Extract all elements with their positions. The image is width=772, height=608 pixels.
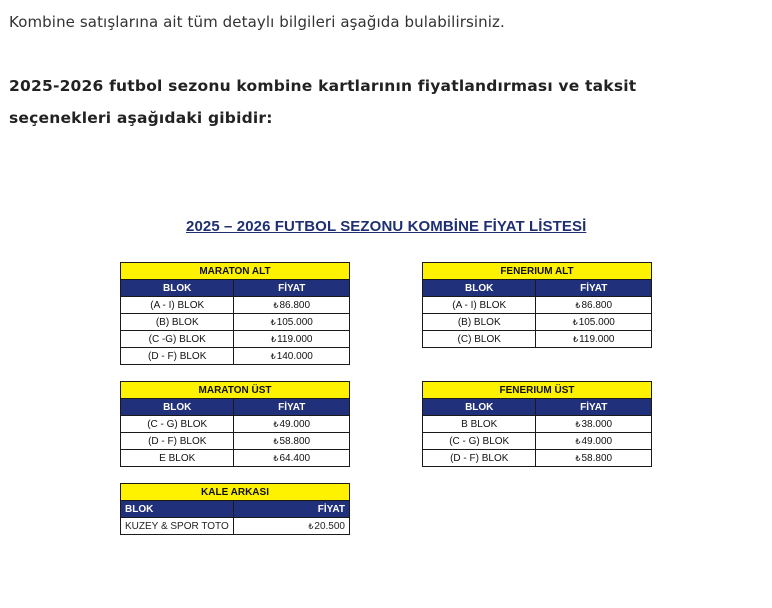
currency-symbol: ₺ — [270, 351, 276, 361]
table-section-title: MARATON ALT — [121, 263, 350, 280]
block-cell: (C - G) BLOK — [423, 433, 536, 450]
price-table-maraton-alt — [120, 262, 350, 365]
currency-symbol: ₺ — [575, 453, 581, 463]
price-cell: ₺140.000 — [234, 348, 350, 365]
price-cell: ₺105.000 — [234, 314, 350, 331]
column-header-block: BLOK — [121, 280, 234, 297]
column-header-block: BLOK — [121, 399, 234, 416]
block-cell: E BLOK — [121, 450, 234, 467]
currency-symbol: ₺ — [273, 453, 279, 463]
price-cell: ₺49.000 — [234, 416, 350, 433]
table-row — [423, 433, 652, 450]
block-cell: (C -G) BLOK — [121, 331, 234, 348]
column-header-price: FİYAT — [234, 280, 350, 297]
table-row — [121, 518, 350, 535]
table-row — [121, 297, 350, 314]
block-cell: (A - I) BLOK — [423, 297, 536, 314]
table-row — [423, 297, 652, 314]
price-cell: ₺86.800 — [234, 297, 350, 314]
block-cell: (D - F) BLOK — [121, 433, 234, 450]
currency-symbol: ₺ — [273, 436, 279, 446]
price-table-fenerium-alt — [422, 262, 652, 348]
price-cell: ₺119.000 — [234, 331, 350, 348]
column-header-price: FİYAT — [536, 399, 652, 416]
price-cell: ₺86.800 — [536, 297, 652, 314]
table-row — [423, 450, 652, 467]
column-header-block: BLOK — [423, 399, 536, 416]
table-row — [423, 314, 652, 331]
currency-symbol: ₺ — [575, 300, 581, 310]
price-cell: ₺58.800 — [234, 433, 350, 450]
table-row — [423, 416, 652, 433]
price-cell: ₺20.500 — [234, 518, 350, 535]
price-cell: ₺58.800 — [536, 450, 652, 467]
block-cell: KUZEY & SPOR TOTO — [121, 518, 234, 535]
currency-symbol: ₺ — [273, 300, 279, 310]
section-heading: 2025-2026 futbol sezonu kombine kartlarının fiyatlandırması ve taksit seçenekleri aşağıdaki gibidir: — [9, 77, 637, 127]
table-row — [423, 331, 652, 348]
currency-symbol: ₺ — [572, 317, 578, 327]
price-list-title: 2025 – 2026 FUTBOL SEZONU KOMBİNE FİYAT LİSTESİ — [186, 218, 587, 235]
currency-symbol: ₺ — [572, 334, 579, 344]
price-cell: ₺49.000 — [536, 433, 652, 450]
price-cell: ₺38.000 — [536, 416, 652, 433]
column-header-price: FİYAT — [234, 501, 350, 518]
column-header-price: FİYAT — [536, 280, 652, 297]
table-row — [121, 348, 350, 365]
table-section-title: FENERIUM ALT — [423, 263, 652, 280]
table-row — [121, 416, 350, 433]
price-table-maraton-ust — [120, 381, 350, 467]
price-table-fenerium-ust — [422, 381, 652, 467]
currency-symbol: ₺ — [273, 419, 279, 429]
table-row — [121, 314, 350, 331]
currency-symbol: ₺ — [308, 521, 314, 531]
column-header-block: BLOK — [121, 501, 234, 518]
table-section-title: MARATON ÜST — [121, 382, 350, 399]
price-cell: ₺64.400 — [234, 450, 350, 467]
column-header-block: BLOK — [423, 280, 536, 297]
table-section-title: KALE ARKASI — [121, 484, 350, 501]
block-cell: B BLOK — [423, 416, 536, 433]
block-cell: (B) BLOK — [423, 314, 536, 331]
intro-text: Kombine satışlarına ait tüm detaylı bilgileri aşağıda bulabilirsiniz. — [9, 13, 505, 31]
price-table-kale-arkasi — [120, 483, 350, 535]
table-row — [121, 433, 350, 450]
block-cell: (D - F) BLOK — [121, 348, 234, 365]
price-cell: ₺105.000 — [536, 314, 652, 331]
table-section-title: FENERIUM ÜST — [423, 382, 652, 399]
block-cell: (D - F) BLOK — [423, 450, 536, 467]
block-cell: (B) BLOK — [121, 314, 234, 331]
table-row — [121, 450, 350, 467]
block-cell: (A - I) BLOK — [121, 297, 234, 314]
currency-symbol: ₺ — [575, 419, 581, 429]
column-header-price: FİYAT — [234, 399, 350, 416]
table-row — [121, 331, 350, 348]
block-cell: (C) BLOK — [423, 331, 536, 348]
currency-symbol: ₺ — [270, 334, 277, 344]
currency-symbol: ₺ — [575, 436, 581, 446]
block-cell: (C - G) BLOK — [121, 416, 234, 433]
currency-symbol: ₺ — [270, 317, 276, 327]
price-cell: ₺119.000 — [536, 331, 652, 348]
